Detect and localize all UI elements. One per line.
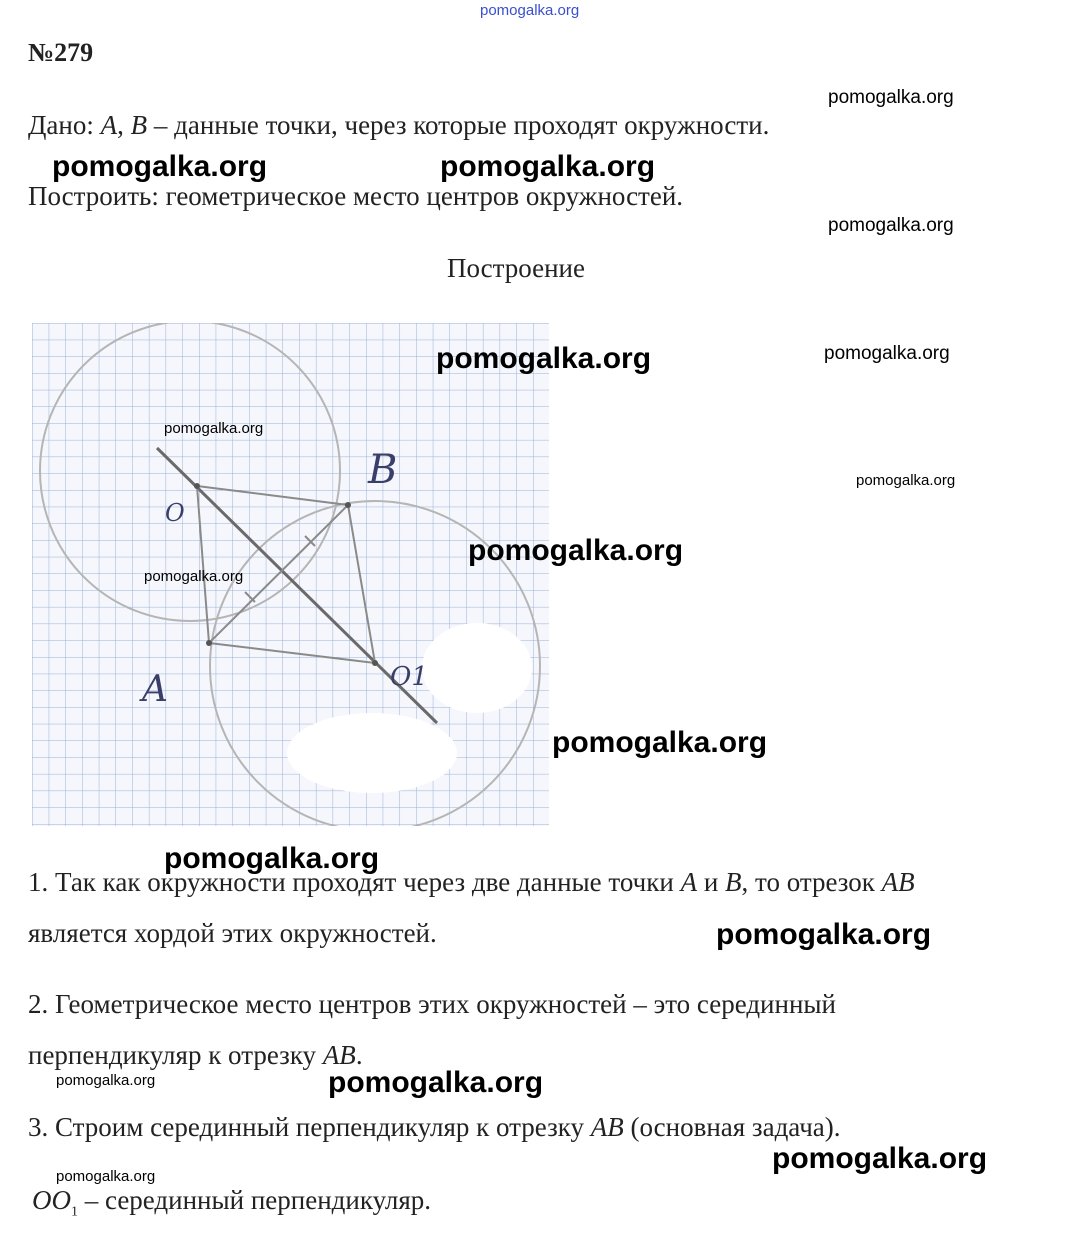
watermark: pomogalka.org: [164, 842, 380, 875]
point-o1: [372, 660, 378, 666]
watermark: pomogalka.org: [552, 726, 768, 759]
watermark: pomogalka.org: [144, 568, 244, 585]
conclusion-line: [32, 1185, 431, 1220]
step-1-text: 1. Так как окружности проходят через две данные точки: [28, 867, 674, 897]
separator: ,: [117, 110, 124, 140]
step-2-text: перпендикуляр к отрезку: [28, 1040, 317, 1070]
segment-oo1-ref: OO: [32, 1185, 71, 1215]
point-a: [206, 640, 212, 646]
given-line: [28, 110, 769, 141]
watermark: pomogalka.org: [828, 215, 954, 236]
label-o: O: [165, 499, 185, 527]
construction-drawing: [32, 323, 549, 826]
construction-figure: [32, 323, 549, 826]
subscript: 1: [71, 1204, 78, 1220]
label-b: B: [368, 447, 398, 493]
watermark: pomogalka.org: [440, 150, 656, 183]
step-2-line-1: 2. Геометрическое место центров этих окружностей – это серединный: [28, 989, 836, 1019]
point-o: [194, 483, 200, 489]
given-text: – данные точки, через которые проходят окружности.: [153, 110, 770, 140]
step-1-line-1: [28, 867, 915, 898]
conclusion-text: – серединный перпендикуляр.: [84, 1185, 432, 1215]
period: .: [355, 1040, 363, 1070]
watermark: pomogalka.org: [828, 87, 954, 108]
label-o1: O1: [390, 662, 428, 692]
point-b-ref: B: [725, 867, 742, 897]
segment-ab-ref: AB: [590, 1112, 624, 1142]
construct-line: Построить: геометрическое место центров окружностей.: [28, 181, 684, 211]
watermark: pomogalka.org: [468, 534, 684, 567]
segment-ab-ref: AB: [881, 867, 915, 897]
watermark: pomogalka.org: [56, 1168, 156, 1185]
step-3-text: 3. Строим серединный перпендикуляр к отрезку: [28, 1112, 584, 1142]
watermark: pomogalka.org: [772, 1142, 988, 1175]
step-1-text-2: , то отрезок: [741, 867, 875, 897]
watermark: pomogalka.org: [328, 1066, 544, 1099]
step-2-line-2: [28, 1040, 363, 1071]
watermark: pomogalka.org: [824, 343, 950, 364]
point-a-ref: A: [100, 110, 118, 140]
watermark: pomogalka.org: [856, 472, 956, 489]
point-b: [345, 502, 351, 508]
segment-ab-ref: AB: [322, 1040, 356, 1070]
point-b-ref: B: [130, 110, 148, 140]
watermark: pomogalka.org: [436, 342, 652, 375]
step-3-tail: (основная задача).: [630, 1112, 841, 1142]
erased-area: [422, 623, 532, 713]
step-1-line-2: является хордой этих окружностей.: [28, 918, 437, 948]
label-a: A: [142, 669, 168, 710]
watermark: pomogalka.org: [164, 420, 264, 437]
problem-number: №279: [28, 38, 94, 67]
watermark: pomogalka.org: [52, 150, 268, 183]
watermark-top: pomogalka.org: [480, 2, 580, 19]
section-title: Построение: [447, 253, 585, 283]
step-3-line: [28, 1112, 841, 1143]
point-a-ref: A: [680, 867, 698, 897]
and-word: и: [703, 867, 719, 897]
given-label: Дано:: [28, 110, 94, 140]
watermark: pomogalka.org: [56, 1072, 156, 1089]
watermark: pomogalka.org: [716, 918, 932, 951]
erased-area: [287, 713, 457, 793]
